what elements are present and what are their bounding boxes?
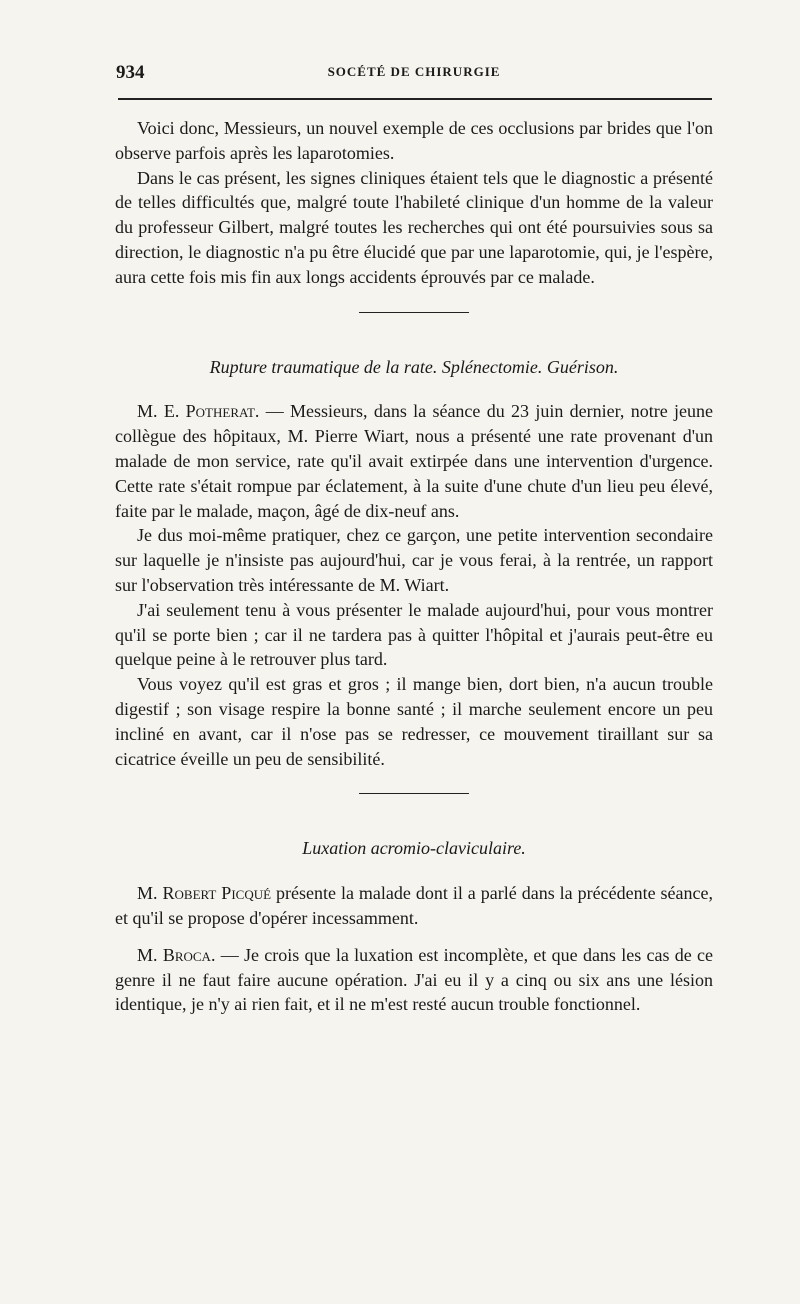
section2-paragraph-1-text: présente la malade dont il a parlé dans la précédente séance, et qu'il se propose d'opérer incessamment. <box>115 883 714 928</box>
section1-paragraph-1-text: . — Messieurs, dans la séance du 23 juin dernier, notre jeune collègue des hôpitaux, M. Pierre Wiart, nous a présenté une rate provenant d'un malade de mon service, rate qu'il avait extirpée dans une intervention d'urgence. Cette rate s'était rompue par éclatement, à la suite d'une chute d'un lieu peu élevé, faite par le malade, maçon, âgé de dix-neuf ans. <box>115 401 714 521</box>
page-number: 934 <box>116 62 145 83</box>
section1-paragraph-1 <box>115 399 713 523</box>
speaker-prefix: M. <box>137 883 158 904</box>
speaker-prefix: M. E. <box>137 401 180 422</box>
speaker-name: Robert Picqué <box>162 883 272 904</box>
intro-paragraph-2: Dans le cas présent, les signes cliniques étaient tels que le diagnostic a présenté de telles difficultés que, malgré toute l'habileté clinique d'un homme de la valeur du professeur Gilbert, malgré toutes les recherches qui ont été poursuivies sous sa direction, le diagnostic n'a pu être élucidé que par une laparotomie, qui, je l'espère, aura cette fois mis fin aux longs accidents éprouvés par ce malade. <box>115 167 713 287</box>
speaker-prefix: M. <box>137 944 158 965</box>
speaker-name: Broca <box>162 944 211 965</box>
section1-paragraph-2: Je dus moi-même pratiquer, chez ce garçon, une petite intervention secondaire sur laquelle je n'insiste pas aujourd'hui, car je vous ferai, à la rentrée, un rapport sur l'observation très intéressante de M. Wiart. <box>115 525 713 595</box>
running-title: SOCÉTÉ DE CHIRURGIE <box>327 64 501 79</box>
section2-paragraph-1 <box>115 881 713 931</box>
section-title-rupture: Rupture traumatique de la rate. Splénectomie. Guérison. <box>209 356 619 377</box>
section1-paragraph-3: J'ai seulement tenu à vous présenter le malade aujourd'hui, pour vous montrer qu'il se porte bien ; car il ne tardera pas à quitter l'hôpital et j'aurais peut-être eu quelque peine à le retrouver plus tard. <box>115 599 713 670</box>
page-header <box>116 58 712 88</box>
section2-paragraph-2-text: . — Je crois que la luxation est incomplète, et que dans les cas de ce genre il ne faut faire aucune opération. J'ai eu il y a cinq ou six ans une lésion identique, je n'y ai rien fait, et il ne m'est resté aucun trouble fonctionnel. <box>115 944 714 1015</box>
header-rule <box>118 98 712 100</box>
body-text <box>115 116 713 1017</box>
section1-paragraph-4: Vous voyez qu'il est gras et gros ; il mange bien, dort bien, n'a aucun trouble digestif ; son visage respire la bonne santé ; il marche seulement encore un peu incliné en avant, car il n'ose pas se redresser, ce mouvement tiraillant sur sa cicatrice éveille un peu de sensibilité. <box>115 674 713 769</box>
intro-paragraph-1: Voici donc, Messieurs, un nouvel exemple de ces occlusions par brides que l'on observe parfois après les laparotomies. <box>115 118 713 163</box>
section-title-luxation: Luxation acromio-claviculaire. <box>302 838 526 859</box>
section2-paragraph-2 <box>115 943 713 1017</box>
speaker-name: Potherat <box>185 401 255 422</box>
